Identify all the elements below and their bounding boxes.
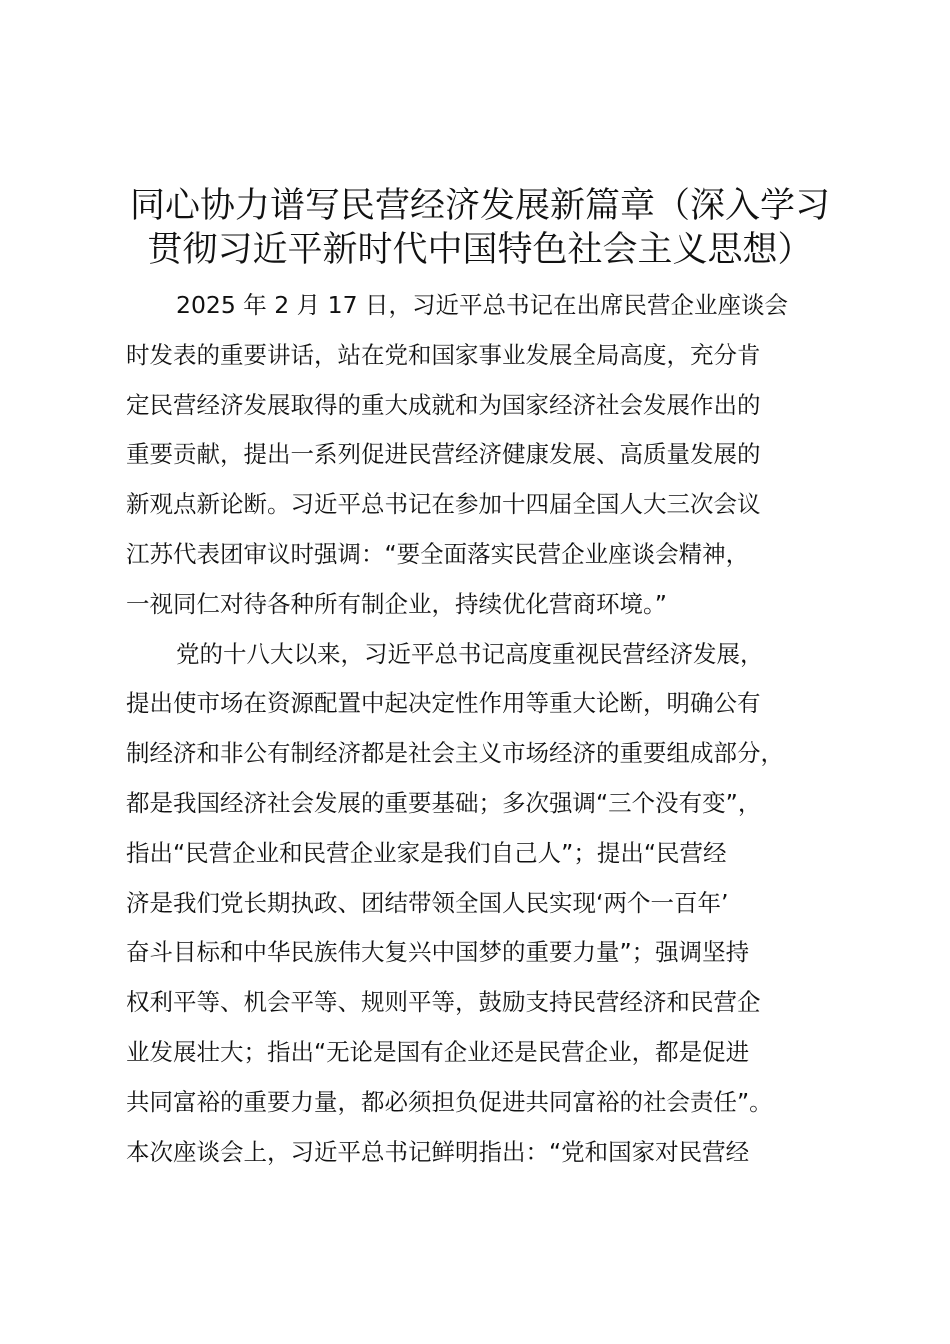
paragraph-line: 党的十八大以来，习近平总书记高度重视民营经济发展， bbox=[176, 639, 764, 668]
document-title bbox=[120, 184, 840, 272]
paragraph-line: 权利平等、机会平等、规则平等，鼓励支持民营经济和民营企 bbox=[126, 988, 761, 1017]
paragraph-line: 都是我国经济社会发展的重要基础；多次强调“三个没有变”， bbox=[126, 788, 762, 817]
paragraph-line: 一视同仁对待各种所有制企业，持续优化营商环境。” bbox=[126, 589, 667, 618]
paragraph-line: 指出“民营企业和民营企业家是我们自己人”；提出“民营经 bbox=[126, 838, 727, 867]
paragraph-line: 新观点新论断。习近平总书记在参加十四届全国人大三次会议 bbox=[126, 490, 761, 519]
paragraph-line: 本次座谈会上，习近平总书记鲜明指出：“党和国家对民营经 bbox=[126, 1137, 750, 1166]
paragraph-line: 时发表的重要讲话，站在党和国家事业发展全局高度，充分肯 bbox=[126, 340, 761, 369]
article-body bbox=[126, 281, 866, 1177]
paragraph-line: 制经济和非公有制经济都是社会主义市场经济的重要组成部分， bbox=[126, 739, 784, 768]
paragraph-line: 奋斗目标和中华民族伟大复兴中国梦的重要力量”；强调坚持 bbox=[126, 938, 750, 967]
title-line: 同心协力谱写民营经济发展新篇章（深入学习 bbox=[129, 186, 830, 226]
paragraph-line: 济是我们党长期执政、团结带领全国人民实现‘两个一百年’ bbox=[126, 888, 729, 917]
paragraph-line: 共同富裕的重要力量，都必须担负促进共同富裕的社会责任”。 bbox=[126, 1087, 773, 1116]
paragraph-line: 定民营经济发展取得的重大成就和为国家经济社会发展作出的 bbox=[126, 390, 761, 419]
paragraph-line: 提出使市场在资源配置中起决定性作用等重大论断，明确公有 bbox=[126, 689, 761, 718]
paragraph-line: 江苏代表团审议时强调：“要全面落实民营企业座谈会精神， bbox=[126, 539, 750, 568]
paragraph-line: 重要贡献，提出一系列促进民营经济健康发展、高质量发展的 bbox=[126, 440, 761, 469]
paragraph-line: 2025 年 2 月 17 日，习近平总书记在出席民营企业座谈会 bbox=[176, 291, 789, 319]
paragraph-line: 业发展壮大；指出“无论是国有企业还是民营企业，都是促进 bbox=[126, 1037, 750, 1066]
title-line: 贯彻习近平新时代中国特色社会主义思想） bbox=[147, 230, 813, 270]
